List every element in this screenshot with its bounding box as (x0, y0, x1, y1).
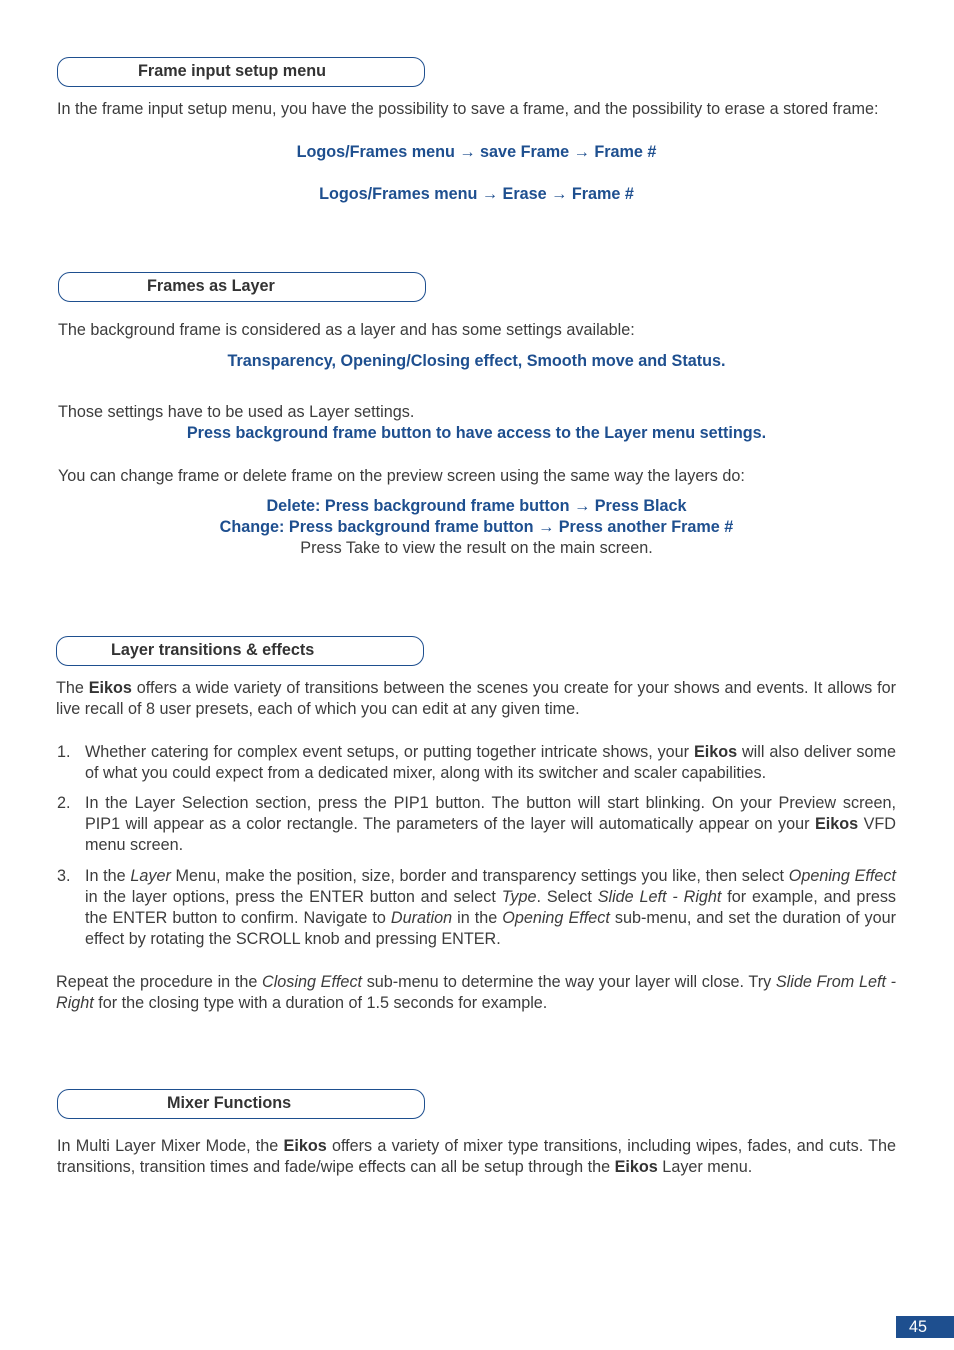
list-item: 3. In the Layer Menu, make the position, size, border and transparency settings you like, then select Opening Effect in the layer options, press the ENTER button and select Type. Select Slide Left - Right for example, and press the ENTER button to confirm. Navigate to Duration in the Opening Effect sub-menu, and set the duration of your effect by rotating the SCROLL knob and pressing ENTER. (57, 867, 897, 948)
paragraph: Repeat the procedure in the Closing Effect sub-menu to determine the way your layer will close. Try Slide From Left - Right for the closing type with a duration of 1.5 seconds for example. (56, 973, 896, 1012)
brand-name: Eikos (814, 815, 859, 833)
brand-name: Eikos (283, 1137, 327, 1155)
brand-name: Eikos (614, 1158, 658, 1176)
section-title: Mixer Functions (167, 1094, 292, 1112)
paragraph: The background frame is considered as a layer and has some settings available: (58, 321, 635, 339)
menu-path-save: Logos/Frames menu → save Frame → Frame # (296, 143, 657, 161)
take-note: Press Take to view the result on the main screen. (300, 539, 653, 557)
change-path: Change: Press background frame button → Press another Frame # (219, 518, 734, 536)
section-header-layer-transitions (56, 636, 424, 666)
section-title: Frame input setup menu (138, 62, 326, 80)
delete-path: Delete: Press background frame button → Press Black (266, 497, 687, 515)
list-item: 1. Whether catering for complex event setups, or putting together intricate shows, your Eikos will also deliver some of what you could expect from a dedicated mixer, along with its switcher and scaler capabilities. (57, 743, 897, 782)
brand-name: Eikos (693, 743, 738, 761)
paragraph: You can change frame or delete frame on the preview screen using the same way the layers do: (58, 467, 745, 485)
section-header-mixer-functions (57, 1089, 425, 1119)
paragraph: In the frame input setup menu, you have the possibility to save a frame, and the possibility to erase a stored frame: (57, 100, 879, 118)
settings-list: Transparency, Opening/Closing effect, Smooth move and Status. (227, 352, 726, 370)
instruction: Press background frame button to have access to the Layer menu settings. (186, 424, 767, 442)
section-header-frame-input (57, 57, 425, 87)
section-header-frames-as-layer (58, 272, 426, 302)
section-title: Layer transitions & effects (111, 641, 315, 659)
paragraph: Those settings have to be used as Layer settings. (58, 403, 415, 421)
menu-path-erase: Logos/Frames menu → Erase → Frame # (319, 185, 634, 203)
section-title: Frames as Layer (147, 277, 275, 295)
page-number: 45 (909, 1318, 928, 1336)
paragraph: In Multi Layer Mixer Mode, the Eikos offers a variety of mixer type transitions, including wipes, fades, and cuts. The transitions, transition times and fade/wipe effects can all be setup through the Eikos Layer menu. (57, 1137, 897, 1176)
paragraph: The Eikos offers a wide variety of transitions between the scenes you create for your shows and events. It allows for live recall of 8 user presets, each of which you can edit at any given time. (56, 679, 896, 718)
list-item: 2. In the Layer Selection section, press the PIP1 button. The button will start blinking. On your Preview screen, PIP1 will appear as a color rectangle. The parameters of the layer will automatically appear on your Eikos VFD menu screen. (57, 794, 896, 854)
page-number-badge (896, 1316, 954, 1338)
brand-name: Eikos (88, 679, 132, 697)
